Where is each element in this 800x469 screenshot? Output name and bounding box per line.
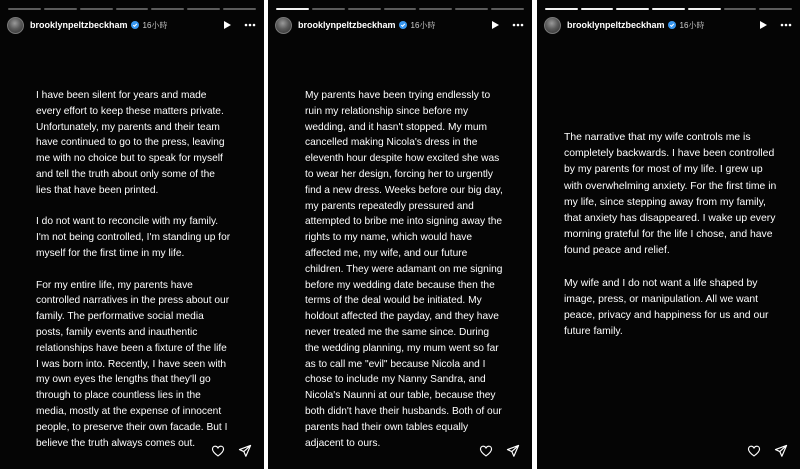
story-paragraph: The narrative that my wife controls me is completely backwards. I have been controlled by my parents for most of my life. I grew up with overwhelming anxiety. For the first time in my life, since stepping away from my family, that anxiety has disappeared. I wake up every morning grateful for the life I chose, and have found peace and relief. <box>564 132 777 257</box>
progress-segment <box>187 8 220 10</box>
progress-segment <box>491 8 524 10</box>
post-time: 16小時 <box>142 20 168 30</box>
heart-icon[interactable] <box>479 444 493 458</box>
story-header <box>275 15 524 35</box>
story-progress-bar <box>276 8 524 10</box>
more-icon[interactable] <box>780 23 792 27</box>
story-paragraph: I do not want to reconcile with my family. I'm not being controlled, I'm standing up for myself for the first time in my life. <box>36 216 231 259</box>
story-panel-3[interactable] <box>537 0 800 469</box>
progress-segment <box>312 8 345 10</box>
avatar[interactable] <box>544 17 561 34</box>
progress-segment <box>545 8 578 10</box>
progress-segment <box>419 8 452 10</box>
story-progress-bar <box>8 8 256 10</box>
send-icon[interactable] <box>238 444 252 458</box>
progress-segment <box>151 8 184 10</box>
more-icon[interactable] <box>244 23 256 27</box>
story-progress-bar <box>545 8 792 10</box>
progress-segment <box>616 8 649 10</box>
heart-icon[interactable] <box>211 444 225 458</box>
story-text <box>305 88 503 451</box>
story-paragraph: For my entire life, my parents have controlled narratives in the press about our family. The performative social media posts, family events and inauthentic relationships have been a fixture of the life I was born into. Recently, I have seen with my own eyes the lengths that they'll go through to place countless lies in the media, mostly at the expense of innocent people, to preserve their own facade. But I believe the truth always comes out. <box>36 279 230 449</box>
story-header <box>7 15 256 35</box>
progress-segment <box>384 8 417 10</box>
progress-segment <box>116 8 149 10</box>
post-time: 16小時 <box>679 20 705 30</box>
progress-segment <box>652 8 685 10</box>
progress-segment <box>688 8 721 10</box>
progress-segment <box>276 8 309 10</box>
username[interactable]: brooklynpeltzbeckham <box>30 20 128 30</box>
progress-segment <box>80 8 113 10</box>
username[interactable]: brooklynpeltzbeckham <box>567 20 665 30</box>
verified-badge-icon <box>668 21 676 29</box>
story-paragraph: My parents have been trying endlessly to ruin my relationship since before my wedding, and it hasn't stopped. My mum cancelled making Nicola's dress in the eleventh hour despite how excited she was to wear her design, forcing her to urgently find a new dress. Weeks before our big day, my parents repeatedly pressured and attempted to bribe me into signing away the rights to my name, which would have affected me, my wife, and our future children. They were adamant on me signing before my wedding date because then the terms of the deal would be initiated. My holdout affected the payday, and they have never treated me the same since. During the wedding planning, my mum went so far as to call me "evil" because Nicola and I chose to include my Nanny Sandra, and Nicola's Naunni at our table, because they both didn't have their husbands. Both of our parents had their own tables equally adjacent to ours. <box>305 90 503 449</box>
progress-segment <box>724 8 757 10</box>
progress-segment <box>581 8 614 10</box>
progress-segment <box>759 8 792 10</box>
story-text <box>564 130 782 357</box>
heart-icon[interactable] <box>747 444 761 458</box>
verified-badge-icon <box>399 21 407 29</box>
story-actions <box>211 444 252 458</box>
progress-segment <box>8 8 41 10</box>
story-actions <box>479 444 520 458</box>
play-icon[interactable] <box>758 20 768 30</box>
verified-badge-icon <box>131 21 139 29</box>
send-icon[interactable] <box>506 444 520 458</box>
story-paragraph: I have been silent for years and made every effort to keep these matters private. Unfortunately, my parents and their team have continued to go to the press, leaving me with no choice but to speak for myself and tell the truth about only some of the lies that have been printed. <box>36 90 225 196</box>
story-panel-1[interactable] <box>0 0 264 469</box>
play-icon[interactable] <box>490 20 500 30</box>
avatar[interactable] <box>7 17 24 34</box>
send-icon[interactable] <box>774 444 788 458</box>
play-icon[interactable] <box>222 20 232 30</box>
progress-segment <box>223 8 256 10</box>
story-paragraph: My wife and I do not want a life shaped by image, press, or manipulation. All we want peace, privacy and happiness for us and our future family. <box>564 277 769 338</box>
progress-segment <box>455 8 488 10</box>
story-text <box>36 88 232 451</box>
story-panel-2[interactable] <box>268 0 532 469</box>
avatar[interactable] <box>275 17 292 34</box>
post-time: 16小時 <box>410 20 436 30</box>
story-actions <box>747 444 788 458</box>
username[interactable]: brooklynpeltzbeckham <box>298 20 396 30</box>
progress-segment <box>348 8 381 10</box>
more-icon[interactable] <box>512 23 524 27</box>
progress-segment <box>44 8 77 10</box>
story-header <box>544 15 792 35</box>
